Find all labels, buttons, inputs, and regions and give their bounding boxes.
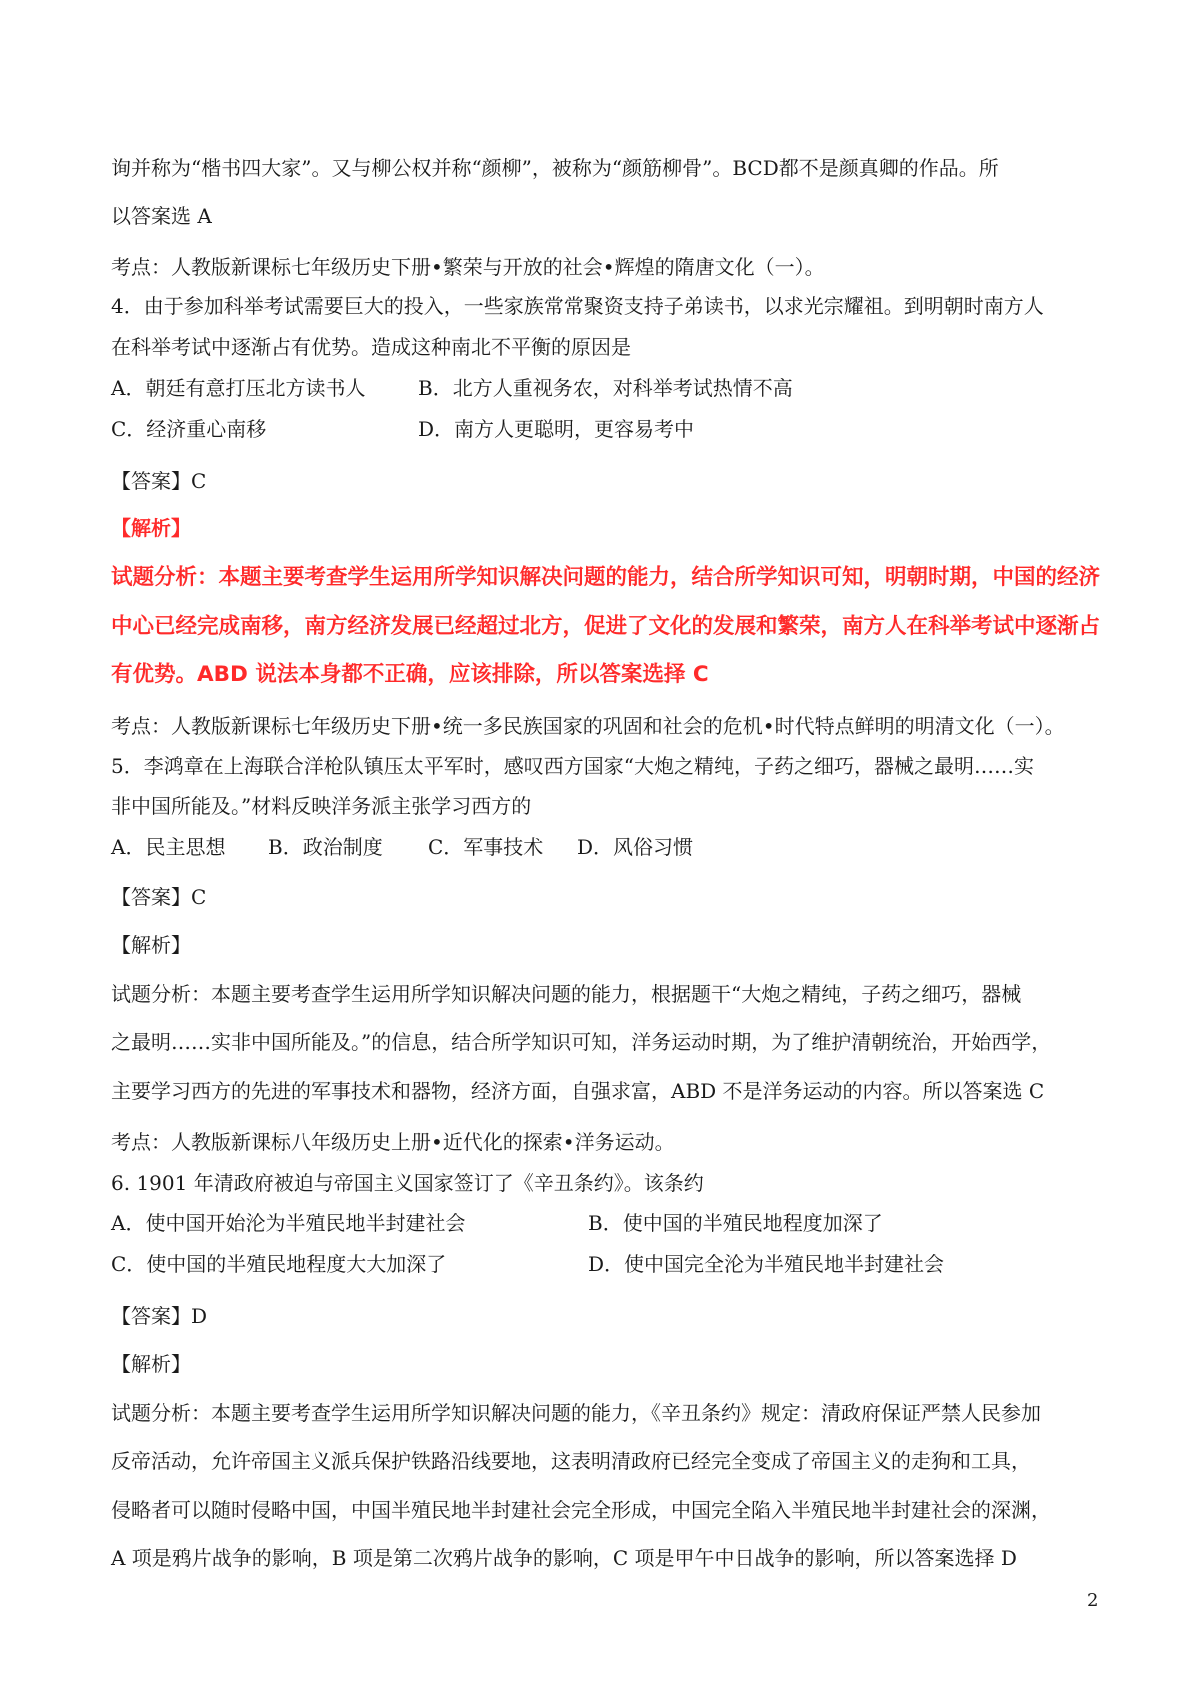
option-c: C．使中国的半殖民地程度大大加深了: [111, 1252, 447, 1276]
analysis-text: 试题分析：本题主要考查学生运用所学知识解决问题的能力，根据题干“大炮之精纯，子药之细巧，器械: [111, 982, 1022, 1006]
kaodian-line: 考点：人教版新课标八年级历史上册•近代化的探索•洋务运动。: [111, 1130, 675, 1154]
question-stem: 在科举考试中逐渐占有优势。造成这种南北不平衡的原因是: [111, 335, 631, 359]
option-a: A．使中国开始沦为半殖民地半封建社会: [111, 1211, 466, 1235]
kaodian-line: 考点：人教版新课标七年级历史下册•繁荣与开放的社会•辉煌的隋唐文化（一）。: [111, 255, 825, 279]
answer-line: 【答案】C: [111, 469, 207, 493]
option-b: B．政治制度: [268, 835, 383, 859]
analysis-text: 试题分析：本题主要考查学生运用所学知识解决问题的能力，《辛丑条约》规定：清政府保证严禁人民参加: [111, 1401, 1041, 1425]
question-stem: 5．李鸿章在上海联合洋枪队镇压太平军时，感叹西方国家“大炮之精纯，子药之细巧，器械之最明……实: [111, 754, 1034, 778]
option-c: C．军事技术: [428, 835, 544, 859]
option-b: B．使中国的半殖民地程度加深了: [588, 1211, 883, 1235]
analysis-text: 中心已经完成南移，南方经济发展已经超过北方，促进了文化的发展和繁荣，南方人在科举考试中逐渐占: [111, 614, 1101, 639]
kaodian-line: 考点：人教版新课标七年级历史下册•统一多民族国家的巩固和社会的危机•时代特点鲜明的明清文化（一）。: [111, 714, 1065, 738]
option-a: A．朝廷有意打压北方读书人: [111, 376, 366, 400]
question-stem: 6. 1901 年清政府被迫与帝国主义国家签订了《辛丑条约》。该条约: [111, 1171, 704, 1195]
question-stem: 4．由于参加科举考试需要巨大的投入，一些家族常常聚资支持子弟读书，以求光宗耀祖。到明朝时南方人: [111, 294, 1044, 318]
analysis-heading: 【解析】: [111, 1352, 191, 1376]
analysis-heading: 【解析】: [111, 516, 191, 540]
text-line: 询并称为“楷书四大家”。又与柳公权并称“颜柳”，被称为“颜筋柳骨”。BCD都不是颜真卿的作品。所: [111, 156, 999, 180]
option-d: D．使中国完全沦为半殖民地半封建社会: [588, 1252, 945, 1276]
page-number: 2: [1087, 1590, 1099, 1611]
answer-line: 【答案】D: [111, 1304, 208, 1328]
analysis-heading: 【解析】: [111, 933, 191, 957]
option-a: A．民主思想: [111, 835, 226, 859]
analysis-text: 之最明……实非中国所能及。”的信息，结合所学知识可知，洋务运动时期，为了维护清朝统治，开始西学，: [111, 1030, 1052, 1054]
option-b: B．北方人重视务农，对科举考试热情不高: [418, 376, 793, 400]
analysis-text: 试题分析：本题主要考查学生运用所学知识解决问题的能力，结合所学知识可知，明朝时期，中国的经济: [111, 565, 1101, 590]
analysis-text: 主要学习西方的先进的军事技术和器物，经济方面，自强求富，ABD 不是洋务运动的内容。所以答案选 C: [111, 1079, 1045, 1103]
analysis-text: 有优势。ABD 说法本身都不正确，应该排除，所以答案选择 C: [111, 662, 709, 687]
answer-line: 【答案】C: [111, 885, 207, 909]
analysis-text: 侵略者可以随时侵略中国，中国半殖民地半封建社会完全形成，中国完全陷入半殖民地半封建社会的深渊，: [111, 1498, 1051, 1522]
text-line: 以答案选 A: [111, 204, 212, 228]
option-c: C．经济重心南移: [111, 417, 267, 441]
option-d: D．风俗习惯: [577, 835, 694, 859]
analysis-text: 反帝活动，允许帝国主义派兵保护铁路沿线要地，这表明清政府已经完全变成了帝国主义的走狗和工具，: [111, 1449, 1031, 1473]
option-d: D．南方人更聪明，更容易考中: [418, 417, 695, 441]
analysis-text: A 项是鸦片战争的影响，B 项是第二次鸦片战争的影响，C 项是甲午中日战争的影响，所以答案选择 D: [111, 1546, 1017, 1570]
question-stem: 非中国所能及。”材料反映洋务派主张学习西方的: [111, 794, 532, 818]
